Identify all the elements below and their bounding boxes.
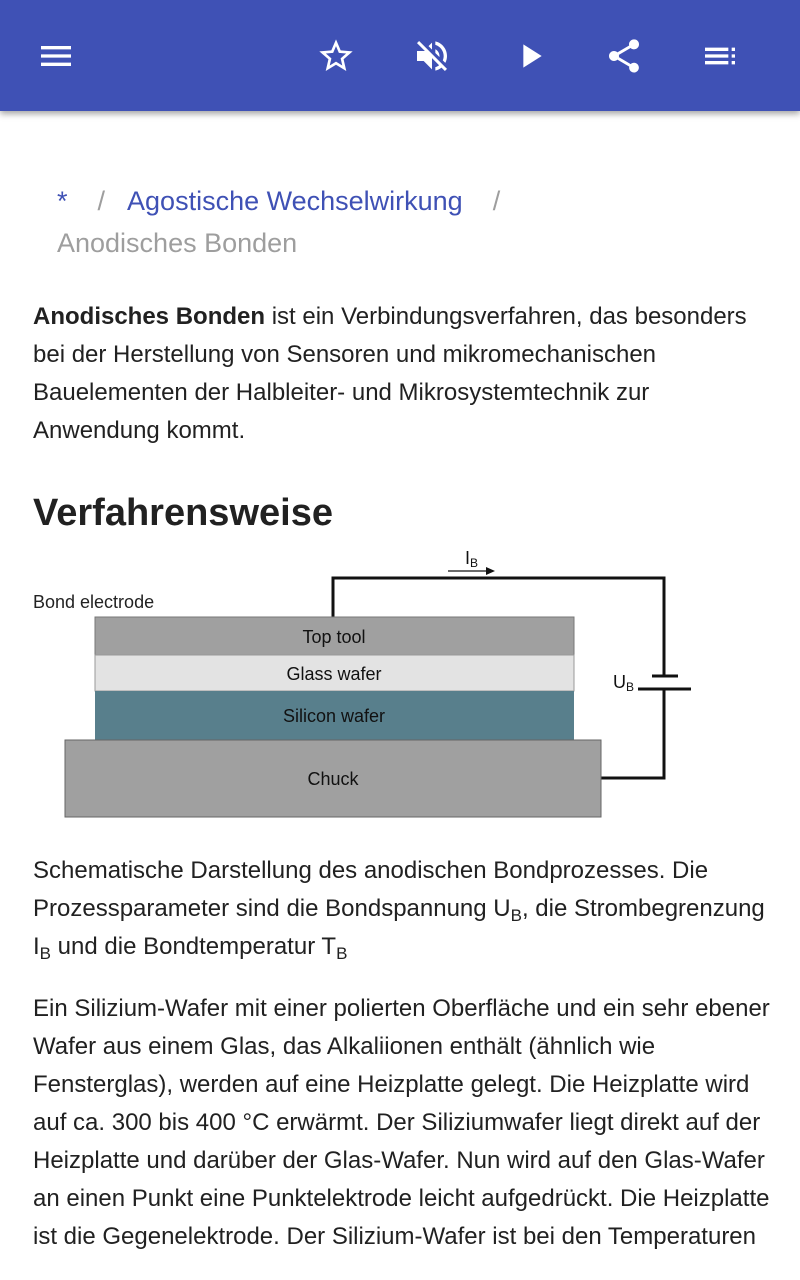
share-icon[interactable] — [600, 32, 648, 80]
caption-text: Schematische Darstellung des anodischen Bondprozesses. Die Prozessparameter sind die Bondspannung U — [33, 857, 709, 922]
voltage-label: UB — [613, 672, 635, 694]
playlist-icon[interactable] — [696, 32, 744, 80]
intro-paragraph — [33, 298, 773, 450]
caption-sub: B — [510, 906, 522, 925]
star-icon[interactable] — [312, 32, 360, 80]
chuck-label: Chuck — [307, 769, 359, 789]
caption-sub: B — [39, 944, 52, 963]
breadcrumb-root-link[interactable]: * — [57, 186, 68, 216]
play-icon[interactable] — [506, 32, 554, 80]
article-term: Anodisches Bonden — [33, 303, 266, 330]
app-bar — [0, 0, 800, 111]
figure-caption-and-body — [33, 828, 773, 1280]
volume-off-icon[interactable] — [408, 32, 456, 80]
body-paragraph: Ein Silizium-Wafer mit einer polierten Oberfläche und ein sehr ebener Wafer aus einem Glas, das Alkaliionen enthält (ähnlich wie Fensterglas), werden auf eine Heizplatte gelegt. Die Heizplatte wird auf ca. 300 bis 400 °C erwärmt. Der Siliziumwafer liegt direkt auf der Heizplatte und darüber der Glas-Wafer. Nun wird auf den Glas-Wafer an einen Punkt eine Punktelektrode leicht aufgedrückt. Die Heizplatte ist die Gegenelektrode. Der Silizium-Wafer ist bei den Temperaturen — [33, 995, 770, 1250]
figure-caption — [33, 852, 773, 966]
anodic-bonding-diagram[interactable] — [0, 540, 800, 830]
current-label: IB — [465, 548, 479, 570]
caption-text: , die Strombegrenzung I — [33, 895, 765, 960]
section-heading: Verfahrensweise — [33, 492, 333, 534]
circuit-wire-bottom — [601, 689, 664, 778]
breadcrumb-separator: / — [492, 186, 501, 216]
silicon-wafer-label: Silicon wafer — [282, 706, 386, 726]
caption-sub: B — [336, 944, 348, 963]
menu-icon[interactable] — [32, 32, 80, 80]
breadcrumb-parent-link[interactable]: Agostische Wechselwirkung — [127, 186, 463, 216]
bond-electrode-label: Bond electrode — [33, 592, 155, 612]
caption-text: und die Bondtemperatur T — [51, 933, 337, 960]
current-arrow-head — [486, 567, 495, 575]
breadcrumb-current: Anodisches Bonden — [57, 228, 298, 258]
breadcrumb-separator: / — [97, 186, 106, 216]
top-tool-label: Top tool — [302, 627, 366, 647]
breadcrumb — [57, 180, 777, 264]
glass-wafer-label: Glass wafer — [286, 664, 382, 684]
intro-text: ist ein Verbindungsverfahren, das besonders bei der Herstellung von Sensoren und mikromechanischen Bauelementen der Halbleiter- und Mikrosystemtechnik zur Anwendung kommt. — [33, 303, 747, 444]
